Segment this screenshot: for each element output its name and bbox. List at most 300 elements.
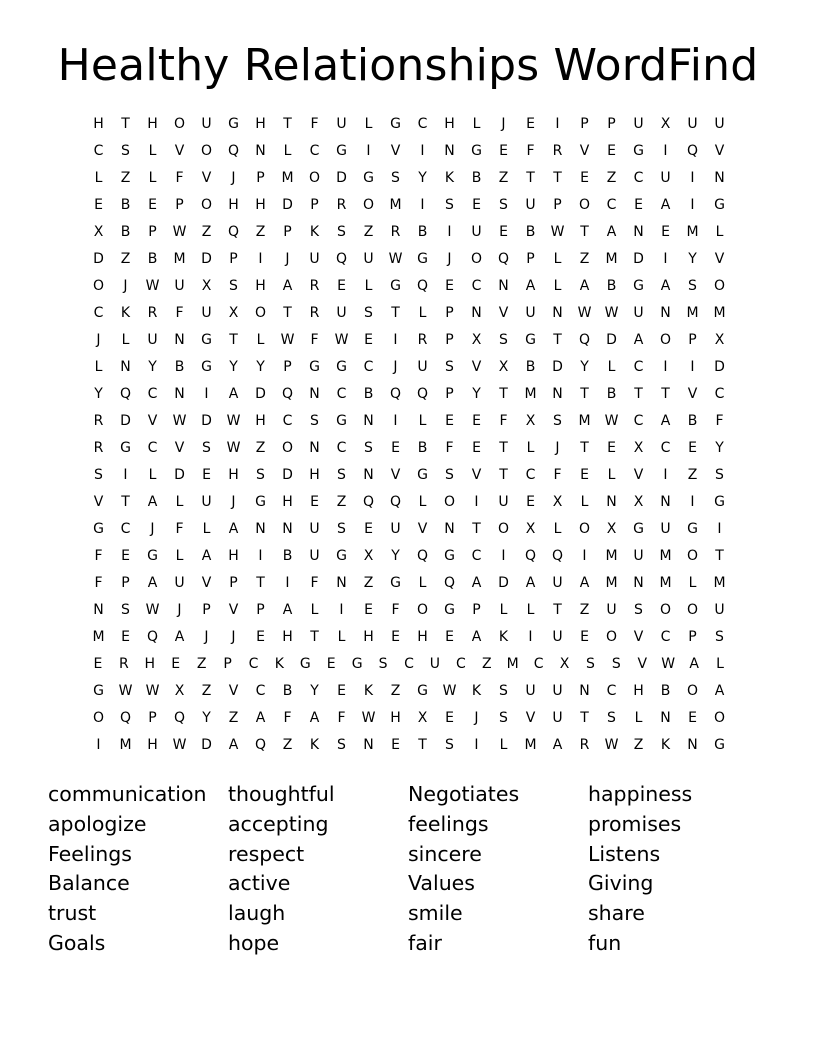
grid-letter: I [663,143,668,159]
grid-letter: B [417,440,428,456]
grid-letter: V [93,494,104,510]
grid-letter: W [604,305,619,321]
grid-letter: A [471,575,482,591]
grid-letter: Z [390,683,401,699]
grid-letter: C [633,413,644,429]
grid-row [85,516,733,543]
grid-letter: S [634,602,643,618]
word-bank-item: Values [408,871,475,896]
grid-letter: O [686,602,699,618]
grid-letter: Z [282,737,293,753]
grid-letter: C [120,521,131,537]
grid-letter: F [175,521,184,537]
grid-letter: G [687,521,698,537]
grid-letter: A [633,332,644,348]
grid-letter: H [255,278,266,294]
grid-letter: J [204,629,209,645]
grid-letter: T [121,494,130,510]
grid-letter: U [336,305,347,321]
grid-letter: J [474,710,479,726]
grid-letter: O [200,143,213,159]
grid-letter: C [471,548,482,564]
grid-letter: G [390,116,401,132]
grid-letter: M [713,575,726,591]
grid-letter: S [337,467,346,483]
grid-letter: W [145,683,160,699]
grid-letter: V [471,467,482,483]
grid-letter: T [526,170,535,186]
grid-letter: T [229,332,238,348]
grid-letter: W [604,737,619,753]
grid-letter: D [201,251,212,267]
grid-letter: N [309,440,320,456]
grid-letter: L [337,629,346,645]
grid-letter: S [229,278,238,294]
grid-letter: A [201,548,212,564]
grid-letter: Q [227,224,240,240]
grid-letter: R [552,143,563,159]
grid-letter: Q [551,548,564,564]
grid-letter: I [258,251,263,267]
grid-letter: V [147,413,158,429]
grid-letter: L [472,116,481,132]
grid-letter: F [553,467,562,483]
grid-letter: H [228,197,239,213]
grid-letter: U [390,521,401,537]
grid-letter: L [634,710,643,726]
grid-row [85,705,733,732]
grid-letter: G [633,521,644,537]
grid-row [85,624,733,651]
grid-letter: E [148,197,157,213]
grid-letter: T [499,386,508,402]
grid-letter: A [689,656,699,672]
grid-letter: X [417,710,428,726]
grid-letter: Q [416,386,429,402]
grid-letter: T [580,710,589,726]
grid-letter: H [255,413,266,429]
grid-letter: Z [579,251,590,267]
grid-letter: L [607,467,616,483]
grid-letter: C [417,116,428,132]
grid-letter: J [96,332,101,348]
grid-letter: L [256,332,265,348]
grid-letter: O [578,521,591,537]
grid-letter: U [471,224,482,240]
grid-letter: I [447,224,452,240]
grid-letter: L [364,116,373,132]
grid-letter: G [201,359,212,375]
grid-letter: Y [472,386,481,402]
grid-letter: E [337,278,346,294]
grid-letter: P [283,359,292,375]
grid-letter: P [223,656,232,672]
grid-letter: U [660,170,671,186]
grid-letter: B [471,170,482,186]
grid-letter: V [498,305,509,321]
grid-letter: T [580,440,589,456]
grid-letter: X [606,521,617,537]
word-bank-item: trust [48,901,97,926]
grid-letter: H [255,116,266,132]
grid-letter: N [255,521,266,537]
grid-letter: M [659,575,672,591]
grid-letter: U [429,656,441,672]
grid-letter: S [499,332,508,348]
grid-letter: V [174,440,185,456]
grid-letter: V [228,683,239,699]
grid-letter: C [147,386,158,402]
grid-letter: G [633,278,644,294]
word-bank-item: thoughtful [228,782,335,806]
grid-letter: G [336,548,347,564]
grid-letter: T [553,332,562,348]
grid-letter: F [310,575,319,591]
grid-letter: B [417,224,428,240]
grid-letter: Q [578,332,591,348]
grid-letter: U [174,575,185,591]
grid-letter: V [201,575,212,591]
word-bank-item: fun [588,930,622,955]
grid-letter: E [171,656,181,672]
grid-letter: L [553,278,562,294]
grid-letter: P [472,602,481,618]
grid-letter: W [442,683,457,699]
grid-letter: S [611,656,621,672]
grid-letter: R [93,440,104,456]
grid-letter: S [310,413,319,429]
grid-letter: H [93,116,104,132]
grid-row [85,111,733,138]
grid-letter: G [417,251,428,267]
grid-letter: C [93,143,104,159]
grid-letter: Z [196,656,207,672]
grid-letter: D [174,467,185,483]
grid-letter: O [686,548,699,564]
grid-letter: A [552,737,563,753]
grid-row [85,678,733,705]
grid-letter: B [525,224,536,240]
word-bank-item: sincere [408,841,482,866]
grid-letter: B [606,386,617,402]
grid-letter: O [308,170,321,186]
grid-letter: D [201,737,212,753]
grid-letter: Y [229,359,238,375]
grid-letter: S [364,440,373,456]
grid-letter: U [525,305,536,321]
grid-letter: L [175,548,184,564]
grid-letter: S [715,467,724,483]
grid-letter: L [148,143,157,159]
grid-letter: W [334,332,349,348]
word-bank-item: feelings [408,811,489,836]
grid-letter: A [471,629,482,645]
word-bank-item: active [228,871,291,896]
grid-letter: W [280,332,295,348]
grid-letter: J [231,629,236,645]
grid-letter: H [633,683,644,699]
grid-letter: Z [336,494,347,510]
grid-letter: Q [227,143,240,159]
grid-letter: U [552,575,563,591]
grid-letter: E [337,683,346,699]
word-bank-item: laugh [228,901,286,926]
grid-letter: M [506,656,519,672]
word-bank-item: Negotiates [408,782,520,806]
grid-letter: X [559,656,570,672]
grid-letter: L [607,359,616,375]
grid-letter: Q [146,629,159,645]
grid-letter: E [364,521,373,537]
grid-letter: G [714,494,725,510]
grid-letter: D [93,251,104,267]
grid-row [85,543,733,570]
grid-letter: I [663,359,668,375]
grid-letter: I [420,143,425,159]
grid-letter: I [339,602,344,618]
grid-letter: E [499,143,508,159]
grid-letter: Q [389,386,402,402]
grid-letter: E [391,440,400,456]
grid-letter: F [526,143,535,159]
grid-letter: H [147,737,158,753]
grid-letter: G [147,548,158,564]
grid-letter: S [94,467,103,483]
grid-letter: P [121,575,130,591]
grid-letter: H [309,467,320,483]
grid-letter: W [172,413,187,429]
grid-letter: N [309,386,320,402]
grid-letter: O [497,521,510,537]
word-bank-item: communication [48,782,207,806]
grid-letter: U [525,197,536,213]
grid-letter: W [226,440,241,456]
grid-letter: E [310,494,319,510]
grid-letter: S [499,197,508,213]
word-bank-item: Listens [588,841,661,866]
grid-letter: G [93,683,104,699]
grid-letter: W [577,305,592,321]
grid-letter: O [416,602,429,618]
grid-letter: E [121,548,130,564]
grid-letter: U [147,332,158,348]
grid-row [85,354,733,381]
grid-letter: S [337,224,346,240]
grid-letter: G [417,683,428,699]
grid-row [85,435,733,462]
grid-letter: Z [606,170,617,186]
grid-letter: K [309,224,320,240]
word-bank-item: Goals [48,930,106,955]
grid-letter: C [606,197,617,213]
grid-letter: H [363,629,374,645]
grid-letter: N [633,575,644,591]
grid-letter: M [389,197,402,213]
grid-letter: O [686,683,699,699]
grid-letter: L [148,170,157,186]
grid-letter: R [309,305,320,321]
grid-letter: Q [335,251,348,267]
grid-letter: W [550,224,565,240]
grid-letter: K [363,683,374,699]
grid-letter: E [94,197,103,213]
grid-letter: L [310,602,319,618]
grid-letter: U [417,359,428,375]
grid-letter: X [93,224,104,240]
grid-letter: U [201,116,212,132]
grid-letter: Y [310,683,319,699]
grid-letter: N [579,683,590,699]
grid-letter: A [147,494,158,510]
word-bank-item: share [588,901,645,926]
grid-letter: Z [498,170,509,186]
grid-letter: B [525,359,536,375]
grid-letter: N [282,521,293,537]
grid-letter: D [282,197,293,213]
grid-letter: T [472,521,481,537]
grid-letter: P [445,305,454,321]
grid-letter: A [714,683,725,699]
grid-letter: Q [686,143,699,159]
grid-letter: A [228,737,239,753]
grid-letter: U [363,251,374,267]
grid-letter: H [390,710,401,726]
word-bank-item: accepting [228,811,329,836]
grid-letter: N [255,143,266,159]
grid-letter: R [390,224,401,240]
grid-letter: G [336,143,347,159]
grid-letter: P [526,251,535,267]
grid-letter: O [173,116,186,132]
grid-letter: I [366,143,371,159]
grid-letter: X [633,440,644,456]
grid-letter: S [445,359,454,375]
grid-letter: G [417,467,428,483]
grid-letter: I [690,197,695,213]
grid-letter: L [418,575,427,591]
grid-letter: L [283,143,292,159]
grid-row [85,246,733,273]
grid-letter: L [94,359,103,375]
grid-letter: T [553,602,562,618]
grid-letter: U [714,602,725,618]
grid-letter: E [688,440,697,456]
grid-letter: I [393,332,398,348]
grid-letter: I [258,548,263,564]
grid-letter: E [580,170,589,186]
grid-letter: O [578,197,591,213]
grid-letter: W [172,224,187,240]
grid-letter: B [120,224,131,240]
grid-letter: L [364,278,373,294]
grid-row [85,732,733,759]
grid-letter: B [687,413,698,429]
grid-letter: S [445,737,454,753]
grid-letter: N [93,602,104,618]
grid-letter: Z [481,656,492,672]
grid-letter: A [660,413,671,429]
grid-letter: E [391,629,400,645]
grid-letter: Z [120,170,131,186]
grid-letter: L [499,737,508,753]
grid-letter: Q [443,575,456,591]
grid-letter: V [525,710,536,726]
grid-letter: Y [688,251,697,267]
grid-letter: W [145,278,160,294]
grid-letter: F [391,602,400,618]
grid-letter: E [445,629,454,645]
grid-letter: E [445,278,454,294]
grid-row [85,219,733,246]
grid-letter: U [552,683,563,699]
grid-letter: L [499,602,508,618]
grid-letter: J [393,359,398,375]
grid-letter: I [204,386,209,402]
grid-letter: O [659,332,672,348]
grid-letter: V [633,629,644,645]
grid-letter: B [174,359,185,375]
grid-letter: A [147,575,158,591]
grid-letter: V [390,467,401,483]
grid-letter: E [688,710,697,726]
grid-letter: S [499,683,508,699]
grid-letter: I [690,170,695,186]
grid-letter: T [121,116,130,132]
grid-letter: V [417,521,428,537]
grid-letter: B [282,548,293,564]
letter-grid [85,111,733,759]
grid-letter: N [714,170,725,186]
grid-letter: O [92,278,105,294]
grid-letter: N [363,467,374,483]
grid-letter: Q [416,278,429,294]
grid-letter: P [256,602,265,618]
grid-letter: M [686,305,699,321]
grid-letter: B [660,683,671,699]
grid-letter: F [94,575,103,591]
word-bank-item: hope [228,930,280,955]
grid-letter: E [661,224,670,240]
grid-letter: E [364,602,373,618]
grid-letter: U [552,710,563,726]
grid-letter: O [443,494,456,510]
grid-letter: G [363,170,374,186]
grid-letter: N [606,494,617,510]
grid-letter: V [228,602,239,618]
grid-letter: F [445,440,454,456]
grid-letter: K [274,656,284,672]
grid-letter: N [120,359,131,375]
grid-letter: S [364,305,373,321]
grid-letter: G [444,602,455,618]
grid-letter: L [418,305,427,321]
grid-row [85,381,733,408]
grid-letter: N [363,413,374,429]
grid-letter: T [499,440,508,456]
grid-letter: D [201,413,212,429]
grid-letter: I [663,251,668,267]
grid-letter: K [498,629,509,645]
grid-letter: K [309,737,320,753]
grid-letter: F [175,170,184,186]
grid-letter: N [444,143,455,159]
grid-letter: H [255,197,266,213]
grid-letter: T [256,575,265,591]
grid-letter: O [605,629,618,645]
grid-letter: R [118,656,129,672]
grid-letter: A [660,197,671,213]
grid-letter: G [309,359,320,375]
